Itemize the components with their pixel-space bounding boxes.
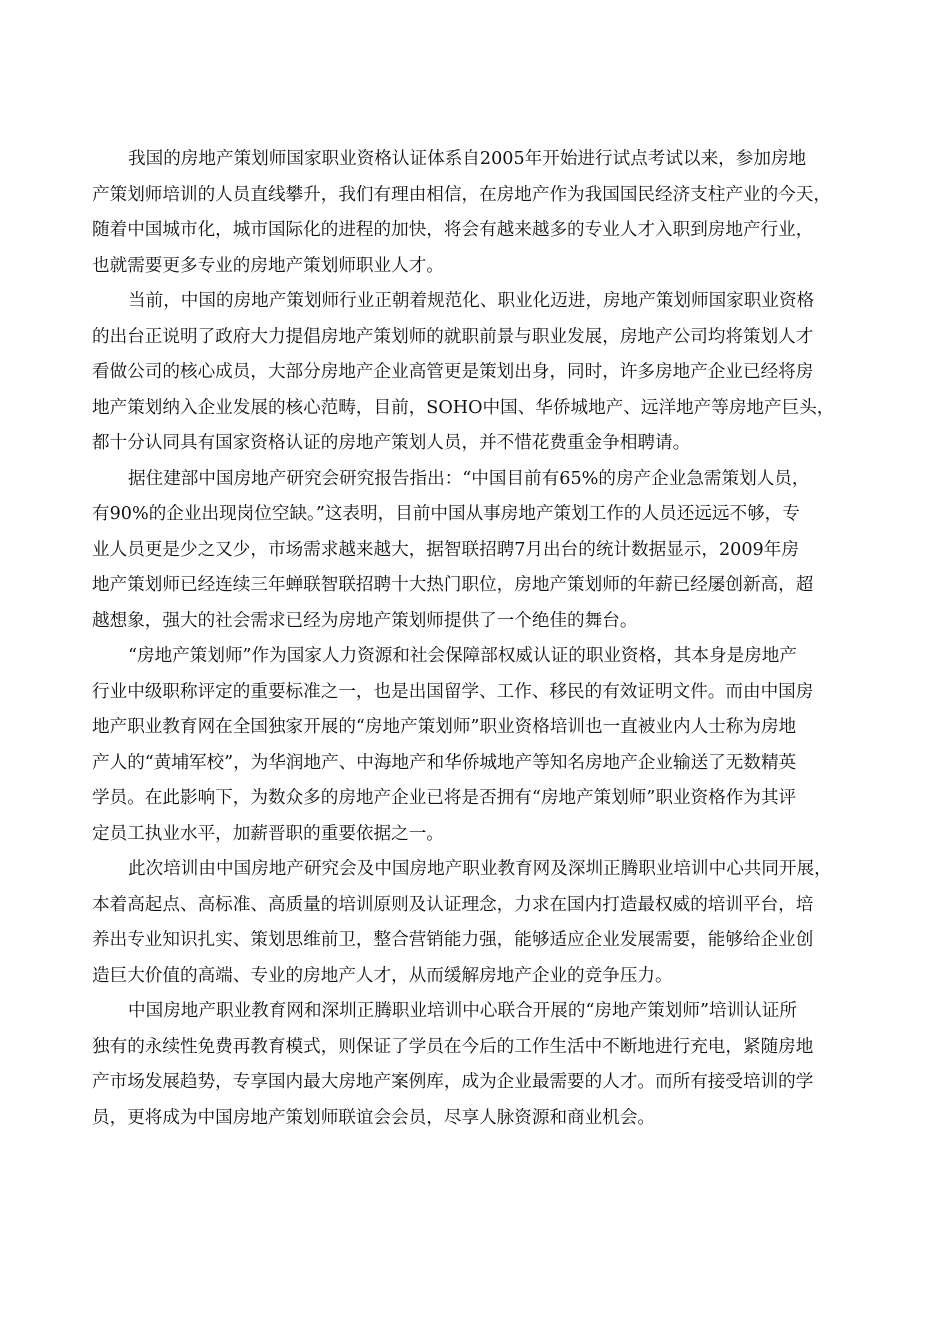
- text-line: 当前，中国的房地产策划师行业正朝着规范化、职业化迈进，房地产策划师国家职业资格: [128, 291, 815, 311]
- paragraph-5: [92, 852, 888, 994]
- text-line: 看做公司的核心成员，大部分房地产企业高管更是策划出身，同时，许多房地产企业已经将房: [92, 362, 814, 382]
- text-line: 据住建部中国房地产研究会研究报告指出：“中国目前有65%的房产企业急需策划人员，: [128, 468, 810, 489]
- document-body: [92, 142, 888, 1136]
- text-line: 本着高起点、高标准、高质量的培训原则及认证理念，力求在国内打造最权威的培训平台，培: [92, 894, 814, 915]
- text-line: 造巨大价值的高端、专业的房地产人才，从而缓解房地产企业的竞争压力。: [92, 965, 673, 986]
- text-line: “房地产策划师”作为国家人力资源和社会保障部权威认证的职业资格，其本身是房地产: [128, 646, 797, 666]
- paragraph-6: [92, 994, 888, 1136]
- text-line: 中国房地产职业教育网和深圳正腾职业培训中心联合开展的“房地产策划师”培训认证所: [128, 1001, 797, 1021]
- text-line: 的出台正说明了政府大力提倡房地产策划师的就职前景与职业发展，房地产公司均将策划人才: [92, 326, 814, 347]
- text-line: 地产策划师已经连续三年蝉联智联招聘十大热门职位，房地产策划师的年薪已经屡创新高，超: [92, 575, 814, 595]
- text-line: 养出专业知识扎实、策划思维前卫，整合营销能力强，能够适应企业发展需要，能够给企业创: [92, 930, 814, 950]
- text-line: 产市场发展趋势，专享国内最大房地产案例库，成为企业最需要的人才。而所有接受培训的学: [92, 1072, 814, 1092]
- paragraph-3: [92, 462, 888, 640]
- text-line: 地产策划纳入企业发展的核心范畴，目前，SOHO中国、华侨城地产、远洋地产等房地产巨头，: [92, 397, 835, 418]
- text-line: 定员工执业水平，加薪晋职的重要依据之一。: [92, 823, 444, 844]
- text-line: 学员。在此影响下，为数众多的房地产企业已将是否拥有“房地产策划师”职业资格作为其评: [92, 788, 797, 808]
- text-line: 业人员更是少之又少，市场需求越来越大，据智联招聘7月出台的统计数据显示，2009年房: [92, 539, 799, 560]
- text-line: 随着中国城市化，城市国际化的进程的加快，将会有越来越多的专业人才入职到房地产行业，: [92, 220, 814, 240]
- text-line: 行业中级职称评定的重要标准之一，也是出国留学、工作、移民的有效证明文件。而由中国房: [92, 681, 814, 702]
- text-line: 越想象，强大的社会需求已经为房地产策划师提供了一个绝佳的舞台。: [92, 610, 638, 631]
- paragraph-4: [92, 639, 888, 852]
- text-line: 员，更将成为中国房地产策划师联谊会会员，尽享人脉资源和商业机会。: [92, 1107, 656, 1128]
- text-line: 有90%的企业出现岗位空缺。”这表明，目前中国从事房地产策划工作的人员还远远不够，专: [92, 504, 800, 524]
- paragraph-1: [92, 142, 888, 284]
- text-line: 此次培训由中国房地产研究会及中国房地产职业教育网及深圳正腾职业培训中心共同开展，: [128, 859, 832, 879]
- text-line: 产人的“黄埔军校”，为华润地产、中海地产和华侨城地产等知名房地产企业输送了无数精英: [92, 752, 797, 773]
- text-line: 都十分认同具有国家资格认证的房地产策划人员，并不惜花费重金争相聘请。: [92, 433, 691, 453]
- paragraph-2: [92, 284, 888, 462]
- text-line: 产策划师培训的人员直线攀升，我们有理由相信，在房地产作为我国国民经济支柱产业的今天，: [92, 184, 831, 205]
- text-line: 也就需要更多专业的房地产策划师职业人才。: [92, 255, 444, 276]
- text-line: 独有的永续性免费再教育模式，则保证了学员在今后的工作生活中不断地进行充电，紧随房地: [92, 1036, 814, 1057]
- text-line: 我国的房地产策划师国家职业资格认证体系自2005年开始进行试点考试以来，参加房地: [128, 149, 807, 169]
- text-line: 地产职业教育网在全国独家开展的“房地产策划师”职业资格培训也一直被业内人士称为房地: [92, 717, 797, 737]
